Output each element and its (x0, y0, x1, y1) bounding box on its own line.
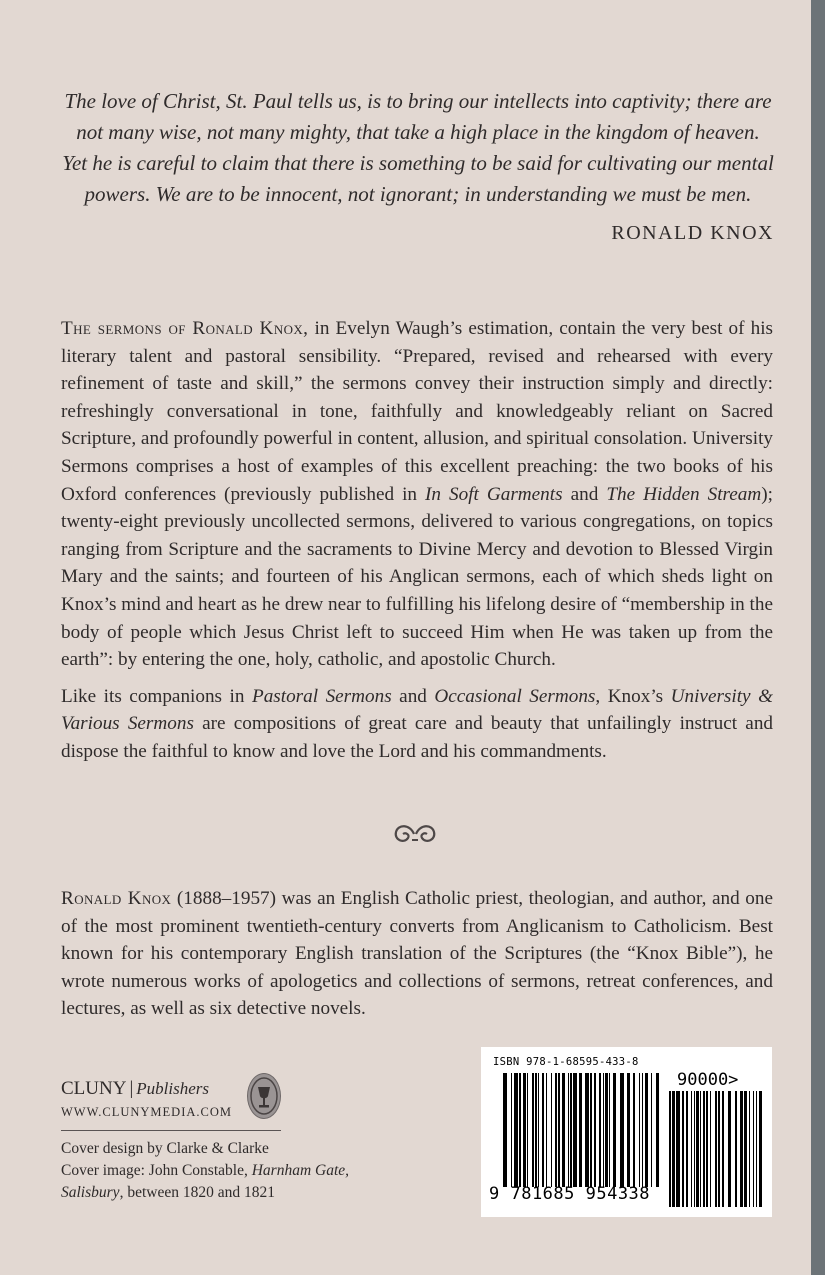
barcode-bar (706, 1091, 708, 1207)
barcode-bar (555, 1073, 557, 1187)
barcode-bar (585, 1073, 589, 1187)
barcode-bar (703, 1091, 705, 1207)
barcode-bar (753, 1091, 754, 1207)
book-title: University & Various Sermons (61, 685, 773, 735)
book-title: The Hidden Stream (606, 483, 762, 505)
barcode-bar (594, 1073, 596, 1187)
barcode-bar (538, 1073, 539, 1187)
barcode-bar (519, 1073, 521, 1187)
barcode-bar (735, 1091, 737, 1207)
publisher-name: CLUNY | Publishers (61, 1078, 209, 1099)
barcode-bar (605, 1073, 608, 1187)
book-title: In Soft Garments (425, 483, 563, 505)
barcode-bar (740, 1091, 743, 1207)
description-paragraph-1: The sermons of Ronald Knox, in Evelyn Waugh’s estimation, contain the very best of his literary talent and pastoral sensibility. “Prepared, revised and rehearsed with every refinement of taste and skill,” the sermons convey their instruction simply and directly: refreshingly conversational in tone, faithfully and knowledgeably reliant on Sacred Scripture, and profoundly powerful in content, allusion, and spiritual consolation. University Sermons comprises a host of examples of this excellent preaching: the two books of his Oxford conferences (previously published in In Soft Garments and The Hidden Stream); twenty-eight previously uncollected sermons, delivered to various congregations, on topics ranging from Scripture and the sacraments to Divine Mercy and devotion to Blessed Virgin Mary and the saints; and fourteen of his Anglican sermons, each of which sheds light on Knox’s mind and heart as he drew near to fulfilling his lifelong desire of “membership in the body of people which Jesus Christ left to succeed Him when He was taken up from the earth”: by entering the one, holy, catholic, and apostolic Church. (61, 318, 773, 671)
barcode-bar (573, 1073, 577, 1187)
book-description (61, 315, 773, 766)
barcode-bar (568, 1073, 569, 1187)
barcode-bar (656, 1073, 659, 1187)
epigraph-author: RONALD KNOX (611, 222, 774, 244)
barcode-bar (603, 1073, 604, 1187)
spine-edge (811, 0, 825, 1275)
barcode-bar (682, 1091, 684, 1207)
cover-design-credit: Cover design by Clarke & Clarke (61, 1140, 269, 1157)
barcode-bar (676, 1091, 680, 1207)
barcode-bar (620, 1073, 624, 1187)
barcode-bar (672, 1091, 675, 1207)
barcode-bar (511, 1073, 512, 1187)
barcode-bar (542, 1073, 544, 1187)
cover-credits (61, 1138, 391, 1204)
barcode-bar (691, 1091, 692, 1207)
barcode-bar (558, 1073, 560, 1187)
barcode-bar (532, 1073, 534, 1187)
isbn-label: ISBN 978-1-68595-433-8 (493, 1056, 639, 1068)
barcode-bar (599, 1073, 601, 1187)
barcode-bar (694, 1091, 695, 1207)
barcode-bar (759, 1091, 762, 1207)
price-addon-label: 90000> (677, 1070, 739, 1090)
barcode-bar (633, 1073, 635, 1187)
barcode-bar (645, 1073, 648, 1187)
barcode-bar (669, 1091, 671, 1207)
fleuron-svg (390, 820, 440, 848)
barcode-bar (715, 1091, 717, 1207)
barcode-bar (700, 1091, 701, 1207)
barcode-bar (546, 1073, 547, 1187)
barcode-bar (718, 1091, 720, 1207)
barcode-digits: 9 781685 954338 (489, 1184, 651, 1204)
description-paragraph-2: Like its companions in Pastoral Sermons and Occasional Sermons, Knox’s University & Various Sermons are compositions of great care and beauty that unfailingly instruct and dispose the faithful to know and love the Lord and his commandments. (61, 685, 774, 762)
barcode-bar (627, 1073, 630, 1187)
barcode-bar (642, 1073, 643, 1187)
barcode-bar (651, 1073, 652, 1187)
divider (61, 1130, 281, 1131)
barcode-bar (570, 1073, 572, 1187)
book-title: Pastoral Sermons (251, 685, 392, 707)
author-name: Ronald Knox (61, 888, 172, 909)
fleuron-ornament-icon (390, 820, 440, 854)
author-bio: Ronald Knox (1888–1957) was an English Catholic priest, theologian, and author, and one of the most prominent twentieth-century converts from Anglicanism to Catholicism. Best known for his contemporary English translation of the Scriptures (the “Knox Bible”), he wrote numerous works of apologetics and collections of sermons, retreat conferences, and lectures, as well as six detective novels. (61, 888, 773, 1020)
barcode-bar (523, 1073, 526, 1187)
lead-in: The sermons of Ronald Knox, (61, 318, 309, 339)
cover-image-credit: Cover image: John Constable, Harnham Gate, Salisbury, between 1820 and 1821 (61, 1162, 350, 1201)
barcode-bar (744, 1091, 747, 1207)
barcode-bar (514, 1073, 518, 1187)
barcode-bar (613, 1073, 616, 1187)
barcode-bar (756, 1091, 757, 1207)
barcode-bar (639, 1073, 640, 1187)
epigraph-quote: The love of Christ, St. Paul tells us, is to bring our intellects into captivity; there are not many wise, not many mighty, that take a high place in the kingdom of heaven. Yet he is careful to claim that there is something to be said for cultivating our mental powers. We are to be innocent, not ignorant; in understanding we must be men. (62, 89, 774, 206)
isbn-barcode (481, 1047, 772, 1217)
barcode-bar (728, 1091, 731, 1207)
barcode-bar (722, 1091, 724, 1207)
barcode-bar (579, 1073, 582, 1187)
barcode-bar (749, 1091, 750, 1207)
barcode-bar (503, 1073, 507, 1187)
publisher-seal-icon (247, 1073, 281, 1119)
barcode-bar (710, 1091, 711, 1207)
barcode-bar (609, 1073, 610, 1187)
barcode-bar (686, 1091, 688, 1207)
publisher-url: WWW.CLUNYMEDIA.COM (61, 1105, 232, 1119)
barcode-bar (562, 1073, 565, 1187)
barcode-bar (551, 1073, 552, 1187)
barcode-bar (535, 1073, 537, 1187)
barcode-bar (527, 1073, 528, 1187)
barcode-bar (590, 1073, 592, 1187)
barcode-bar (696, 1091, 699, 1207)
book-title: Occasional Sermons (434, 685, 596, 707)
